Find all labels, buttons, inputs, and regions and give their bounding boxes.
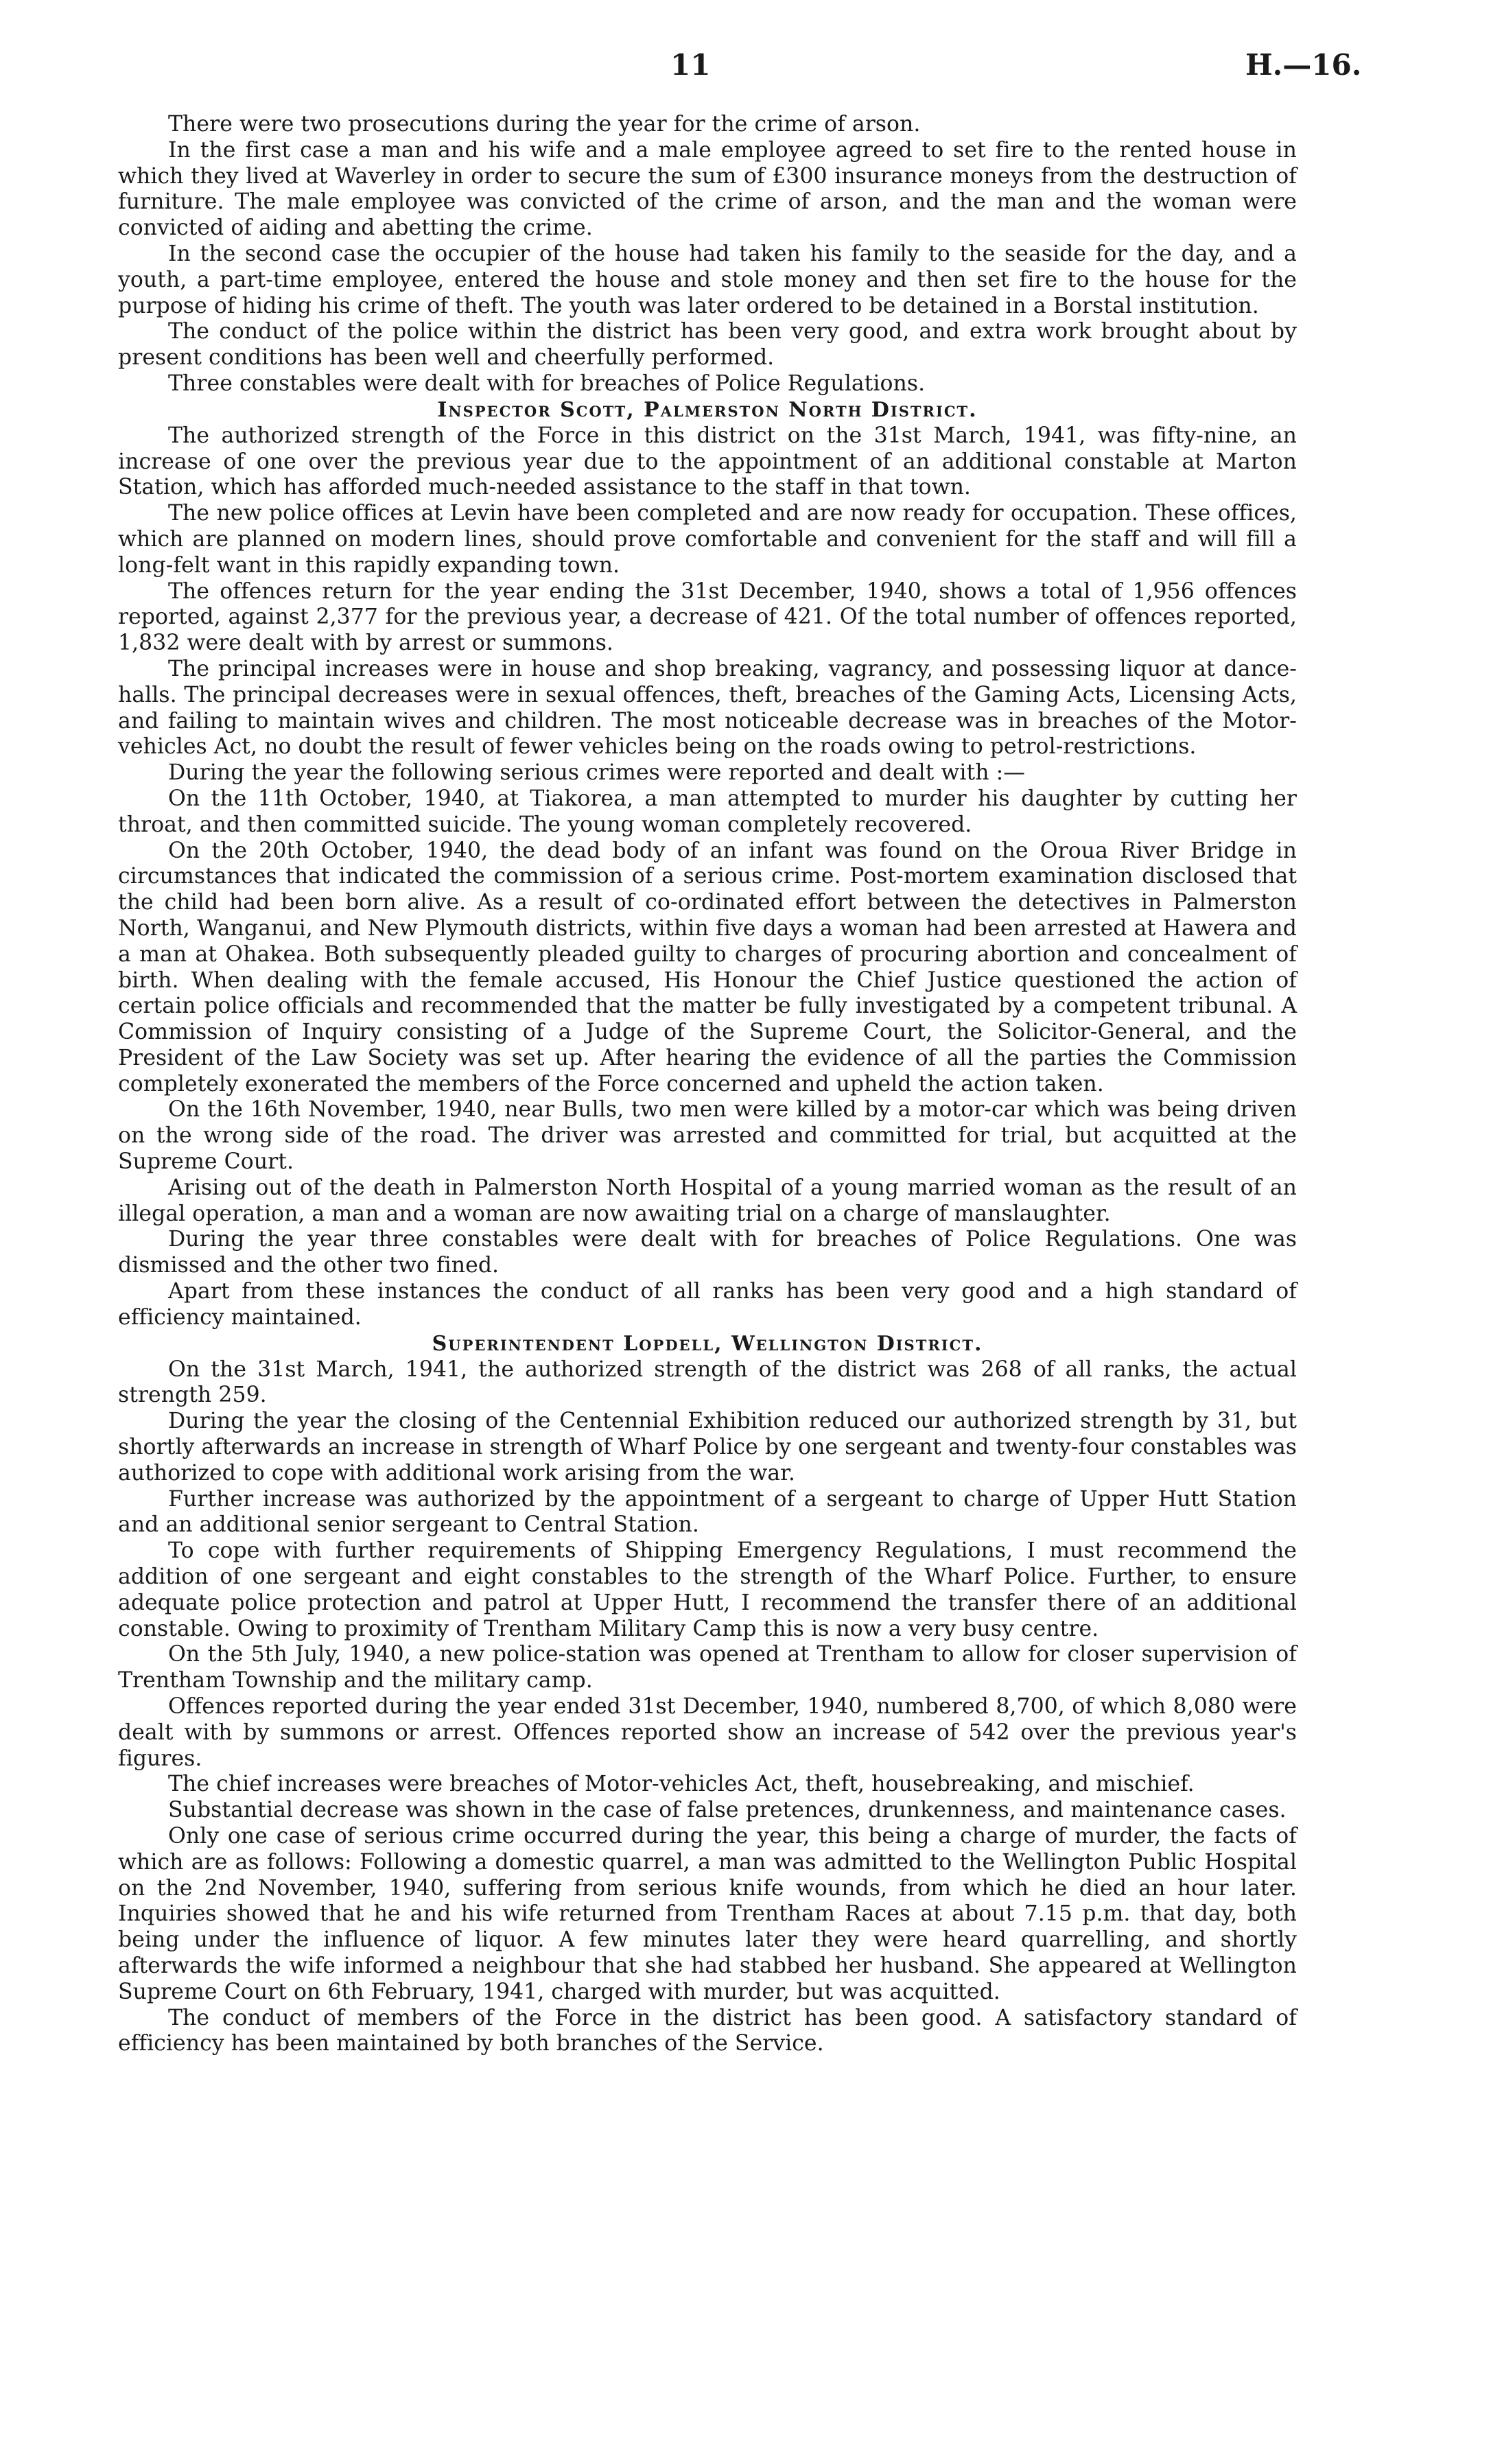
section-heading: Superintendent Lopdell, Wellington District. xyxy=(432,1331,983,1356)
paragraph: The new police offices at Levin have been completed and are now ready for occupation. These offices, which are planned on modern lines, should prove comfortable and convenient for the staff and will fill a long-felt want in this rapidly expanding town. xyxy=(118,501,1297,578)
paragraph: The authorized strength of the Force in this district on the 31st March, 1941, was fifty-nine, an increase of one over the previous year due to the appointment of an additional constable at Marton Station, which has afforded much-needed assistance to the staff in that town. xyxy=(118,423,1297,500)
paragraph: Three constables were dealt with for breaches of Police Regulations. xyxy=(168,371,926,396)
paragraph: On the 31st March, 1941, the authorized strength of the district was 268 of all ranks, the actual strength 259. xyxy=(118,1357,1297,1408)
paragraph: There were two prosecutions during the year for the crime of arson. xyxy=(168,112,921,137)
paragraph: Further increase was authorized by the appointment of a sergeant to charge of Upper Hutt Station and an additional senior sergeant to Central Station. xyxy=(118,1486,1297,1538)
paragraph: The conduct of the police within the district has been very good, and extra work brought about by present conditions has been well and cheerfully performed. xyxy=(118,319,1297,371)
paragraph: On the 16th November, 1940, near Bulls, two men were killed by a motor-car which was being driven on the wrong side of the road. The driver was arrested and committed for trial, but acquitted at the Supreme Court. xyxy=(118,1097,1297,1175)
paragraph: The offences return for the year ending the 31st December, 1940, shows a total of 1,956 offences reported, against 2,377 for the previous year, a decrease of 421. Of the total number of offences reported, 1,832 were dealt with by arrest or summons. xyxy=(118,578,1297,656)
paragraph: Offences reported during the year ended 31st December, 1940, numbered 8,700, of which 8,080 were dealt with by summons or arrest. Offences reported show an increase of 542 over the previous year's figures. xyxy=(118,1694,1297,1771)
paragraph: Substantial decrease was shown in the case of false pretences, drunkenness, and maintenance cases. xyxy=(168,1798,1287,1823)
paragraph: During the year the following serious crimes were reported and dealt with :— xyxy=(168,760,1025,786)
page-header xyxy=(0,48,1491,89)
paragraph: Arising out of the death in Palmerston North Hospital of a young married woman as the result of an illegal operation, a man and a woman are now awaiting trial on a charge of manslaughter. xyxy=(118,1175,1297,1226)
paragraph: Only one case of serious crime occurred during the year, this being a charge of murder, the facts of which are as follows: Following a domestic quarrel, a man was admitted to the Wellington Public Hospital on the 2nd November, 1940, suffering from serious knife wounds, from which he died an hour later. Inquiries showed that he and his wife returned from Trentham Races at about 7.15 p.m. that day, both being under the influence of liquor. A few minutes later they were heard quarrelling, and shortly afterwards the wife informed a neighbour that she had stabbed her husband. She appeared at Wellington Supreme Court on 6th February, 1941, charged with murder, but was acquitted. xyxy=(118,1824,1297,2004)
page-number: 11 xyxy=(670,48,711,82)
paragraph: During the year the closing of the Centennial Exhibition reduced our authorized strength by 31, but shortly afterwards an increase in strength of Wharf Police by one sergeant and twenty-four constables was authorized to cope with additional work arising from the war. xyxy=(118,1409,1297,1486)
document-reference: H.—16. xyxy=(1245,48,1362,82)
document-body xyxy=(118,112,1297,2057)
paragraph: In the second case the occupier of the house had taken his family to the seaside for the day, and a youth, a part-time employee, entered the house and stole money and then set fire to the house for the purpose of hiding his crime of theft. The youth was later ordered to be detained in a Borstal institution. xyxy=(118,241,1297,318)
paragraph: During the year three constables were dealt with for breaches of Police Regulations. One was dismissed and the other two fined. xyxy=(118,1227,1297,1278)
paragraph: On the 5th July, 1940, a new police-station was opened at Trentham to allow for closer supervision of Trentham Township and the military camp. xyxy=(118,1642,1297,1693)
paragraph: Apart from these instances the conduct of all ranks has been very good and a high standard of efficiency maintained. xyxy=(118,1279,1297,1330)
paragraph: In the first case a man and his wife and a male employee agreed to set fire to the rented house in which they lived at Waverley in order to secure the sum of £300 insurance moneys from the destruction of furniture. The male employee was convicted of the crime of arson, and the man and the woman were convicted of aiding and abetting the crime. xyxy=(118,137,1297,241)
paragraph: On the 11th October, 1940, at Tiakorea, a man attempted to murder his daughter by cutting her throat, and then committed suicide. The young woman completely recovered. xyxy=(118,786,1297,837)
paragraph: On the 20th October, 1940, the dead body of an infant was found on the Oroua River Bridge in circumstances that indicated the commission of a serious crime. Post-mortem examination disclosed that the child had been born alive. As a result of co-ordinated effort between the detectives in Palmerston North, Wanganui, and New Plymouth districts, within five days a woman had been arrested at Hawera and a man at Ohakea. Both subsequently pleaded guilty to charges of procuring abortion and concealment of birth. When dealing with the female accused, His Honour the Chief Justice questioned the action of certain police officials and recommended that the matter be fully investigated by a competent tribunal. A Commission of Inquiry consisting of a Judge of the Supreme Court, the Solicitor-General, and the President of the Law Society was set up. After hearing the evidence of all the parties the Commission completely exonerated the members of the Force concerned and upheld the action taken. xyxy=(118,838,1297,1096)
paragraph: The conduct of members of the Force in the district has been good. A satisfactory standard of efficiency has been maintained by both branches of the Service. xyxy=(118,2005,1297,2056)
paragraph: The principal increases were in house and shop breaking, vagrancy, and possessing liquor at dance-halls. The principal decreases were in sexual offences, theft, breaches of the Gaming Acts, Licensing Acts, and failing to maintain wives and children. The most noticeable decrease was in breaches of the Motor-vehicles Act, no doubt the result of fewer vehicles being on the roads owing to petrol-restrictions. xyxy=(118,656,1297,760)
section-heading: Inspector Scott, Palmerston North District. xyxy=(437,397,978,422)
paragraph: To cope with further requirements of Shipping Emergency Regulations, I must recommend the addition of one sergeant and eight constables to the strength of the Wharf Police. Further, to ensure adequate police protection and patrol at Upper Hutt, I recommend the transfer there of an additional constable. Owing to proximity of Trentham Military Camp this is now a very busy centre. xyxy=(118,1538,1297,1641)
paragraph: The chief increases were breaches of Motor-vehicles Act, theft, housebreaking, and mischief. xyxy=(168,1772,1195,1797)
